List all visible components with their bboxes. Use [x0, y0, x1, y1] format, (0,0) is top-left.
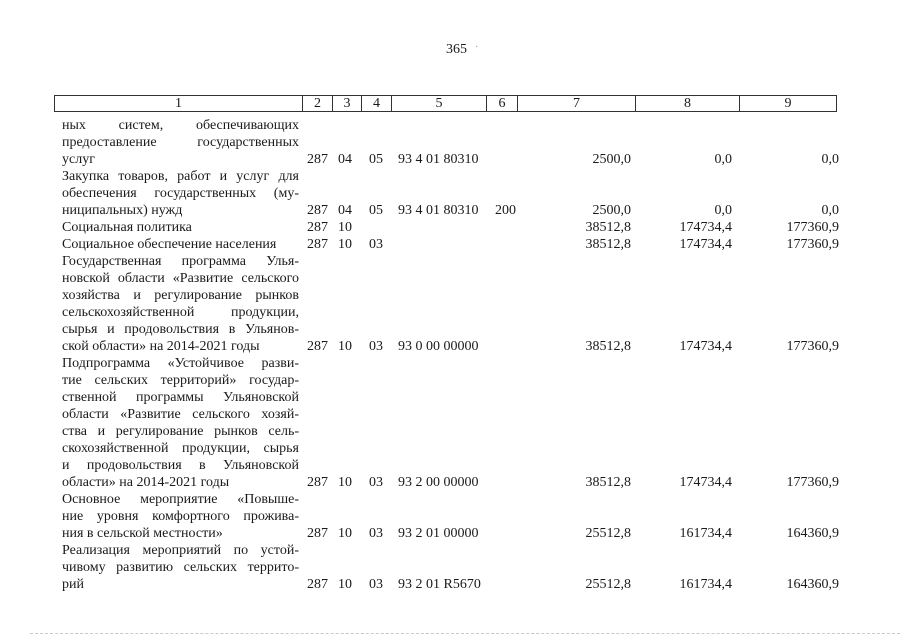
cell-c4: 03 [369, 339, 383, 354]
header-cell-7: 7 [518, 96, 636, 111]
cell-c6: 200 [495, 203, 516, 218]
cell-c5: 93 4 01 80310 [398, 203, 479, 218]
cell-c9: 177360,9 [786, 475, 839, 490]
description-line: ской области» на 2014-2021 годы [62, 339, 260, 354]
cell-c2: 287 [307, 339, 328, 354]
row-description [62, 219, 299, 236]
cell-c7: 25512,8 [585, 526, 631, 541]
cell-c9: 164360,9 [786, 526, 839, 541]
header-cell-1: 1 [55, 96, 303, 111]
description-line: новской области «Развитие сельского [62, 271, 299, 286]
description-line: Основное мероприятие «Повыше- [62, 492, 299, 507]
cell-c4: 03 [369, 526, 383, 541]
row-description [62, 168, 299, 219]
header-cell-4: 4 [362, 96, 392, 111]
description-line: ственной программы Ульяновской [62, 390, 299, 405]
cell-c9: 177360,9 [786, 220, 839, 235]
cell-c7: 38512,8 [585, 220, 631, 235]
cell-c9: 0,0 [821, 152, 839, 167]
cell-c8: 0,0 [714, 203, 732, 218]
description-line: скохозяйственной продукции, сырья [62, 441, 299, 456]
page-bottom-edge [30, 633, 900, 635]
cell-c4: 03 [369, 577, 383, 592]
cell-c5: 93 2 01 R5670 [398, 577, 481, 592]
description-line: сельскохозяйственной продукции, [62, 305, 299, 320]
description-line: области» на 2014-2021 годы [62, 475, 230, 490]
cell-c8: 174734,4 [679, 220, 732, 235]
description-line: чивому развитию сельских террито- [62, 560, 299, 575]
row-description [62, 236, 299, 253]
cell-c3: 10 [338, 577, 352, 592]
cell-c3: 10 [338, 220, 352, 235]
row-description [62, 542, 299, 593]
description-line: Закупка товаров, работ и услуг для [62, 169, 299, 184]
cell-c5: 93 4 01 80310 [398, 152, 479, 167]
cell-c5: 93 0 00 00000 [398, 339, 479, 354]
header-cell-2: 2 [303, 96, 333, 111]
cell-c9: 177360,9 [786, 339, 839, 354]
header-cell-8: 8 [636, 96, 740, 111]
description-line: предоставление государственных [62, 135, 299, 150]
row-description [62, 117, 299, 168]
cell-c8: 161734,4 [679, 526, 732, 541]
cell-c2: 287 [307, 475, 328, 490]
cell-c8: 174734,4 [679, 475, 732, 490]
cell-c3: 10 [338, 475, 352, 490]
cell-c3: 04 [338, 152, 352, 167]
cell-c7: 2500,0 [592, 152, 631, 167]
cell-c2: 287 [307, 577, 328, 592]
description-line: ниципальных) нужд [62, 203, 183, 218]
cell-c7: 38512,8 [585, 339, 631, 354]
cell-c7: 38512,8 [585, 237, 631, 252]
cell-c2: 287 [307, 237, 328, 252]
description-line: хозяйства и регулирование рынков [62, 288, 299, 303]
cell-c4: 05 [369, 152, 383, 167]
description-line: рий [62, 577, 84, 592]
description-line: услуг [62, 152, 95, 167]
cell-c5: 93 2 01 00000 [398, 526, 479, 541]
description-line: Социальная политика [62, 220, 192, 235]
cell-c4: 03 [369, 475, 383, 490]
row-description [62, 355, 299, 491]
page-number [0, 42, 905, 58]
description-line: ния в сельской местности» [62, 526, 223, 541]
cell-c4: 05 [369, 203, 383, 218]
cell-c2: 287 [307, 152, 328, 167]
description-line: Подпрограмма «Устойчивое разви- [62, 356, 299, 371]
cell-c4: 03 [369, 237, 383, 252]
cell-c8: 161734,4 [679, 577, 732, 592]
cell-c7: 25512,8 [585, 577, 631, 592]
cell-c8: 174734,4 [679, 237, 732, 252]
row-description [62, 253, 299, 355]
description-line: Реализация мероприятий по устой- [62, 543, 299, 558]
cell-c9: 164360,9 [786, 577, 839, 592]
description-line: Государственная программа Улья- [62, 254, 299, 269]
cell-c2: 287 [307, 203, 328, 218]
cell-c2: 287 [307, 220, 328, 235]
header-cell-3: 3 [333, 96, 362, 111]
cell-c3: 10 [338, 237, 352, 252]
cell-c3: 10 [338, 526, 352, 541]
cell-c5: 93 2 00 00000 [398, 475, 479, 490]
description-line: тие сельских территорий» государ- [62, 373, 299, 388]
cell-c8: 174734,4 [679, 339, 732, 354]
row-description [62, 491, 299, 542]
description-line: ных систем, обеспечивающих [62, 118, 299, 133]
description-line: и продовольствия в Ульяновской [62, 458, 299, 473]
cell-c2: 287 [307, 526, 328, 541]
description-line: области «Развитие сельского хозяй- [62, 407, 299, 422]
description-line: ства и регулирование рынков сель- [62, 424, 299, 439]
description-line: ние уровня комфортного прожива- [62, 509, 299, 524]
header-cell-6: 6 [487, 96, 518, 111]
cell-c9: 177360,9 [786, 237, 839, 252]
cell-c9: 0,0 [821, 203, 839, 218]
page-mark: · [475, 42, 479, 53]
header-cell-5: 5 [392, 96, 487, 111]
cell-c8: 0,0 [714, 152, 732, 167]
page-number-text: 365 [446, 42, 467, 57]
cell-c3: 04 [338, 203, 352, 218]
header-cell-9: 9 [784, 96, 792, 111]
cell-c7: 2500,0 [592, 203, 631, 218]
description-line: сырья и продовольствия в Ульянов- [62, 322, 299, 337]
cell-c3: 10 [338, 339, 352, 354]
description-line: обеспечения государственных (му- [62, 186, 299, 201]
cell-c7: 38512,8 [585, 475, 631, 490]
table-header [54, 95, 837, 112]
description-line: Социальное обеспечение населения [62, 237, 277, 252]
